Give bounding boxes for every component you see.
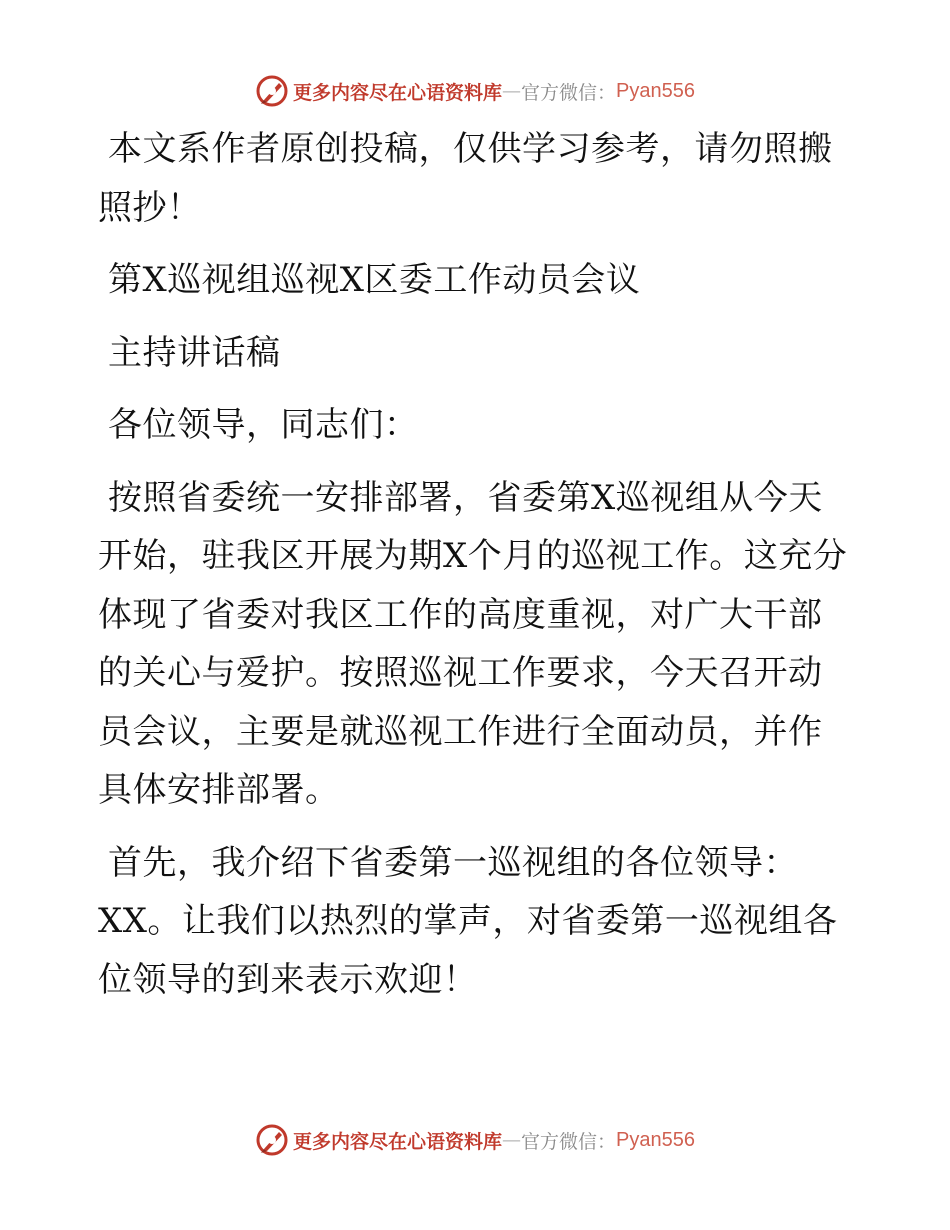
document-body	[98, 120, 850, 1023]
banner-wechat-id: Pyan556	[616, 79, 695, 102]
banner-wechat-label: 官方微信：	[521, 1130, 617, 1153]
quill-pen-logo-icon	[255, 1123, 289, 1157]
footer-banner	[0, 1120, 950, 1160]
paragraph-2-intro: 首先，我介绍下省委第一巡视组的各位领导：	[108, 842, 798, 883]
document-title-line2: 主持讲话稿	[108, 332, 281, 373]
salutation: 各位领导，同志们：	[108, 405, 419, 445]
banner-main-text: 更多内容尽在心语资料库	[293, 1130, 503, 1153]
paragraph-2-body: XX。让我们以热烈的掌声，对省委第一巡视组各位领导的到来表示欢迎！	[98, 901, 838, 1000]
banner-dash: —	[502, 80, 522, 102]
paragraph-1: 按照省委统一安排部署，省委第X巡视组从今天开始，驻我区开展为期X个月的巡视工作。这充分体现了省委对我区工作的高度重视，对广大干部的关心与爱护。按照巡视工作要求，今天召开动员会议，主要是就巡视工作进行全面动员，并作具体安排部署。	[98, 477, 848, 810]
banner-main-text: 更多内容尽在心语资料库	[293, 81, 503, 104]
header-banner	[0, 71, 950, 111]
copyright-notice: 本文系作者原创投稿，仅供学习参考，请勿照搬照抄！	[98, 129, 833, 228]
quill-pen-logo-icon	[255, 74, 289, 108]
document-title-line1: 第X巡视组巡视X区委工作动员会议	[108, 260, 641, 300]
banner-wechat-label: 官方微信：	[521, 81, 617, 104]
banner-dash: —	[502, 1129, 522, 1151]
banner-wechat-id: Pyan556	[616, 1128, 695, 1151]
